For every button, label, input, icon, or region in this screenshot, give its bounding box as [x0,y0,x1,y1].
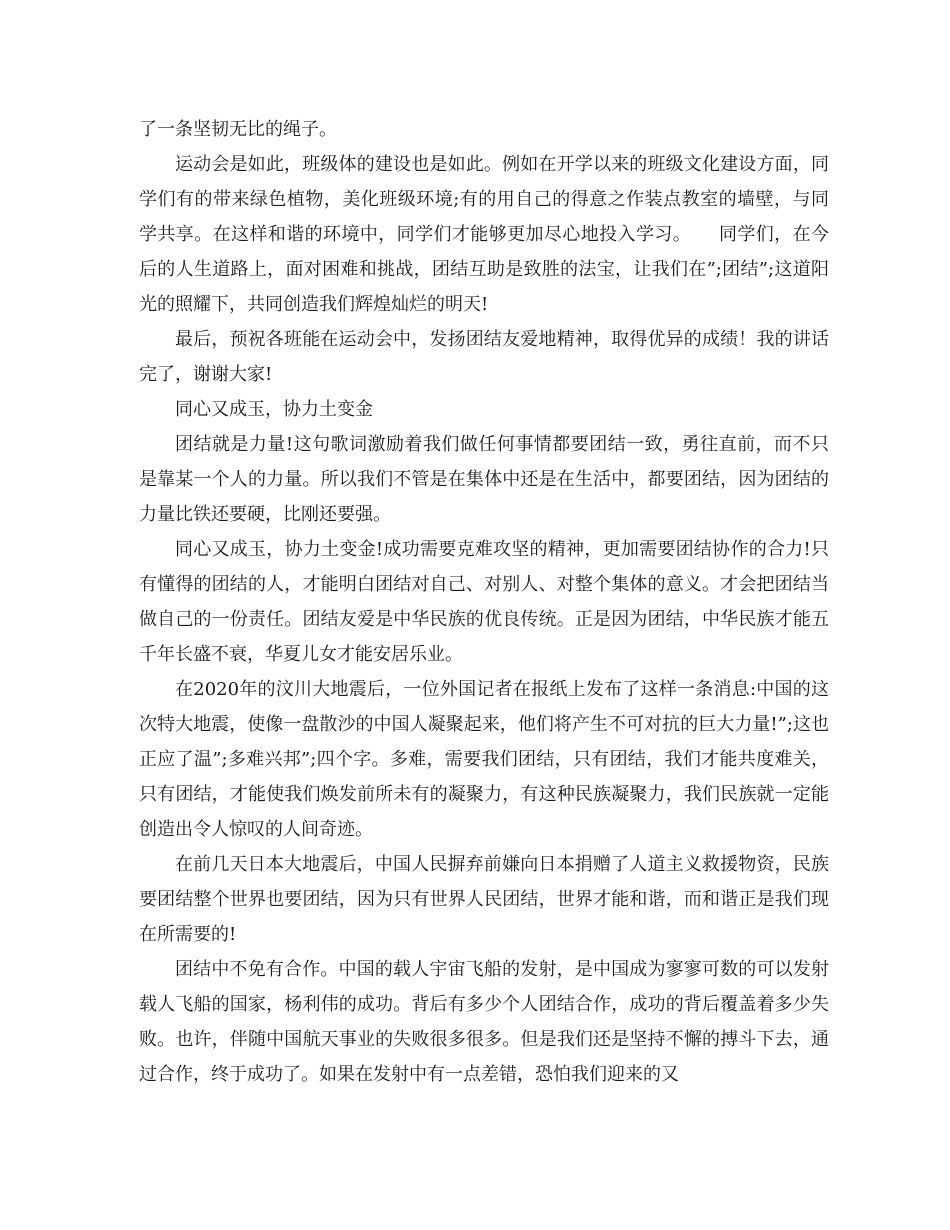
paragraph: 团结就是力量!这句歌词激励着我们做任何事情都要团结一致，勇往直前，而不只是靠某一个人的力量。所以我们不管是在集体中还是在生活中，都要团结，因为团结的力量比铁还要硬，比刚还要强。 [139,434,829,525]
document-body [139,112,829,1092]
paragraph-continuation: 了一条坚韧无比的绳子。 [139,119,337,140]
paragraph: 在2020年的汶川大地震后，一位外国记者在报纸上发布了这样一条消息:中国的这次特大地震，使像一盘散沙的中国人凝聚起来，他们将产生不可对抗的巨大力量!”;这也正应了温”;多难兴邦”;四个字。多难，需要我们团结，只有团结，我们才能共度难关，只有团结，才能使我们焕发前所未有的凝聚力，有这种民族凝聚力，我们民族就一定能创造出令人惊叹的人间奇迹。 [139,679,829,840]
paragraph: 最后，预祝各班能在运动会中，发扬团结友爱地精神，取得优异的成绩！我的讲话完了，谢谢大家! [139,329,829,385]
paragraph: 运动会是如此，班级体的建设也是如此。例如在开学以来的班级文化建设方面，同学们有的带来绿色植物，美化班级环境;有的用自己的得意之作装点教室的墙壁，与同学共享。在这样和谐的环境中，同学们才能够更加尽心地投入学习。 同学们，在今后的人生道路上，面对困难和挑战，团结互助是致胜的法宝，让我们在”;团结”;这道阳光的照耀下，共同创造我们辉煌灿烂的明天! [139,154,829,315]
paragraph: 团结中不免有合作。中国的载人宇宙飞船的发射，是中国成为寥寥可数的可以发射载人飞船的国家，杨利伟的成功。背后有多少个人团结合作，成功的背后覆盖着多少失败。也许，伴随中国航天事业的失败很多很多。但是我们还是坚持不懈的搏斗下去，通过合作，终于成功了。如果在发射中有一点差错，恐怕我们迎来的又 [139,959,829,1085]
section-heading: 同心又成玉，协力土变金 [175,399,373,420]
paragraph: 同心又成玉，协力土变金!成功需要克难攻坚的精神，更加需要团结协作的合力!只有懂得的团结的人，才能明白团结对自己、对别人、对整个集体的意义。才会把团结当做自己的一份责任。团结友爱是中华民族的优良传统。正是因为团结，中华民族才能五千年长盛不衰，华夏儿女才能安居乐业。 [139,539,829,665]
paragraph: 在前几天日本大地震后，中国人民摒弃前嫌向日本捐赠了人道主义救援物资，民族要团结整个世界也要团结，因为只有世界人民团结，世界才能和谐，而和谐正是我们现在所需要的! [139,854,829,945]
